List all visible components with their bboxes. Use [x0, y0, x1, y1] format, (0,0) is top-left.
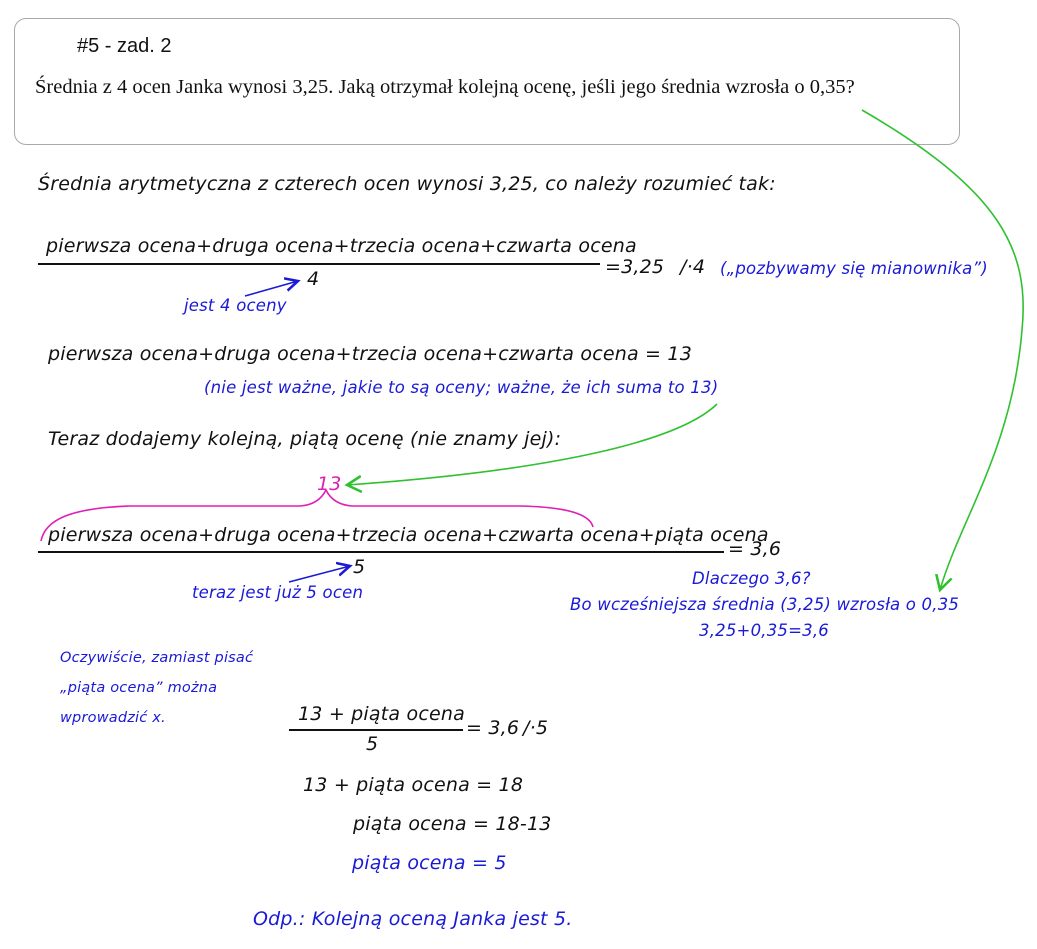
arrow-to-denominator-5 — [289, 566, 350, 582]
step-2: piąta ocena = 18-13 — [353, 813, 552, 835]
eq1-note: („pozbywamy się mianownika”) — [720, 259, 988, 278]
step-1: 13 + piąta ocena = 18 — [303, 774, 524, 796]
intro-text: Średnia arytmetyczna z czterech ocen wynosi 3,25, co należy rozumieć tak: — [38, 173, 776, 195]
eq4-operation: /·5 — [523, 717, 549, 739]
eq3-brace-label: 13 — [317, 473, 342, 495]
eq3-rhs: = 3,6 — [728, 538, 782, 560]
eq4-denominator: 5 — [366, 733, 379, 755]
eq1-rhs: =3,25 — [605, 256, 665, 278]
eq1-denominator: 4 — [307, 268, 320, 290]
why-line-1: Dlaczego 3,6? — [692, 569, 811, 588]
task-text: Średnia z 4 ocen Janka wynosi 3,25. Jaką otrzymał kolejną ocenę, jeśli jego średnia wzrosła o 0,35? — [35, 76, 855, 98]
eq2-text: pierwsza ocena+druga ocena+trzecia ocena+czwarta ocena = 13 — [48, 343, 692, 365]
eq3-denominator: 5 — [353, 556, 366, 578]
why-line-3: 3,25+0,35=3,6 — [699, 621, 829, 640]
eq3-denominator-note: teraz jest już 5 ocen — [192, 583, 364, 602]
eq3-numerator: pierwsza ocena+druga ocena+trzecia ocena+czwarta ocena+piąta ocena — [48, 524, 769, 546]
eq1-numerator: pierwsza ocena+druga ocena+trzecia ocena+czwarta ocena — [46, 235, 637, 257]
step-3: piąta ocena = 5 — [352, 852, 507, 874]
side-note-line-3: wprowadzić x. — [60, 710, 166, 726]
eq2-note: (nie jest ważne, jakie to są oceny; ważne, że ich suma to 13) — [204, 378, 719, 397]
side-note-line-2: „piąta ocena” można — [60, 680, 218, 696]
eq4-rhs: = 3,6 — [466, 717, 520, 739]
eq1-operation: /·4 — [680, 256, 706, 278]
why-line-2: Bo wcześniejsza średnia (3,25) wzrosła o 0,35 — [570, 595, 960, 614]
green-arrow-task-to-why — [862, 110, 1023, 590]
task-number: #5 - zad. 2 — [77, 35, 172, 57]
step-text: Teraz dodajemy kolejną, piątą ocenę (nie znamy jej): — [48, 428, 562, 450]
green-arrow-note-to-13 — [347, 404, 717, 485]
eq4-numerator: 13 + piąta ocena — [298, 703, 465, 725]
eq1-denominator-note: jest 4 oceny — [184, 296, 287, 315]
pink-brace — [41, 490, 593, 541]
arrow-to-denominator-4 — [245, 281, 298, 296]
side-note-line-1: Oczywiście, zamiast pisać — [60, 650, 254, 666]
answer-text: Odp.: Kolejną oceną Janka jest 5. — [253, 908, 573, 930]
